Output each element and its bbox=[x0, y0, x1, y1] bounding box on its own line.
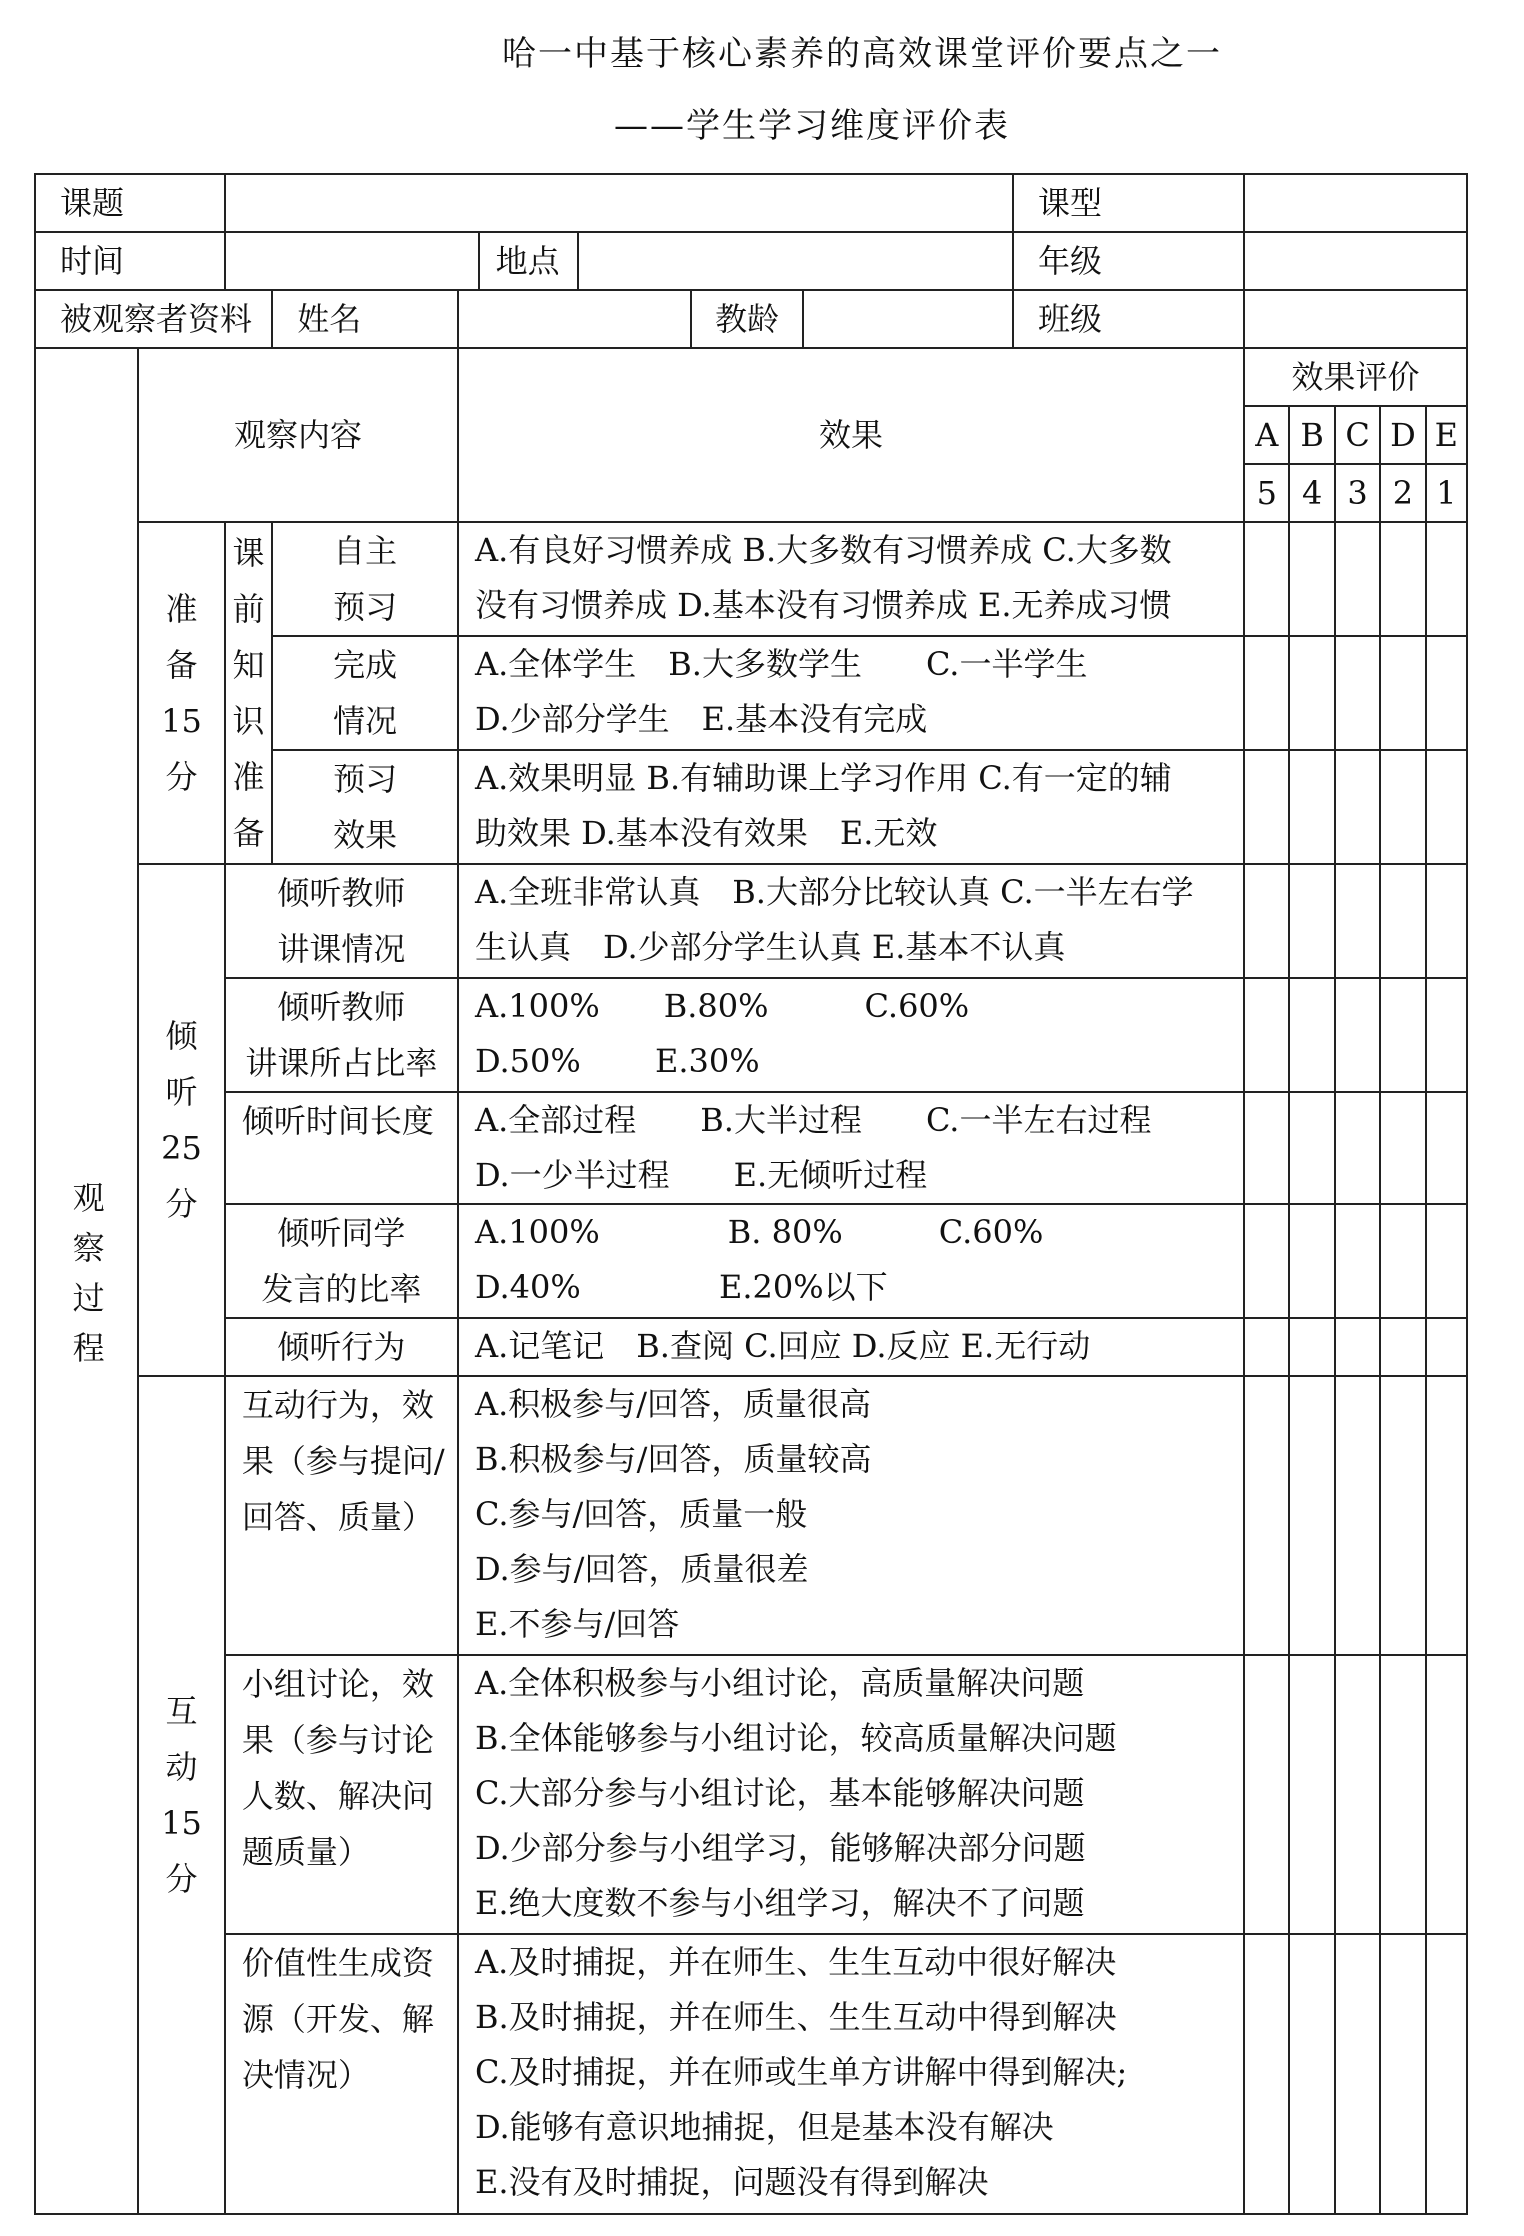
teaching-age-cell bbox=[691, 290, 1013, 348]
rating-cell[interactable] bbox=[1426, 636, 1467, 750]
rating-cell[interactable] bbox=[1380, 1318, 1425, 1376]
prep-item-result: 预习 效果 bbox=[272, 750, 458, 864]
time-label: 时间 bbox=[35, 232, 225, 290]
process-label: 观察过程 bbox=[67, 1181, 106, 1381]
rating-cell[interactable] bbox=[1244, 522, 1289, 636]
grade-b: B bbox=[1289, 406, 1334, 464]
lesson-type-label: 课型 bbox=[1013, 174, 1244, 232]
rating-cell[interactable] bbox=[1244, 864, 1289, 978]
place-field[interactable] bbox=[578, 232, 1013, 290]
prep-effect-completion: A.全体学生 B.大多数学生 C.一半学生 D.少部分学生 E.基本没有完成 bbox=[458, 636, 1244, 750]
page-subtitle: ——学生学习维度评价表 bbox=[614, 106, 1010, 146]
lesson-type-field[interactable] bbox=[1244, 174, 1467, 232]
rating-cell[interactable] bbox=[1335, 978, 1380, 1092]
topic-label: 课题 bbox=[35, 174, 225, 232]
score-d: 2 bbox=[1380, 464, 1425, 522]
grade-a: A bbox=[1244, 406, 1289, 464]
listen-row-5 bbox=[35, 1318, 1467, 1376]
grade-field[interactable] bbox=[1244, 232, 1467, 290]
teaching-age-field[interactable] bbox=[802, 291, 1012, 347]
rating-cell[interactable] bbox=[1289, 1092, 1334, 1204]
listen-effect-duration: A.全部过程 B.大半过程 C.一半左右过程 D.一少半过程 E.无倾听过程 bbox=[458, 1092, 1244, 1204]
class-field[interactable] bbox=[1244, 290, 1467, 348]
rating-cell[interactable] bbox=[1289, 1655, 1334, 1934]
listen-effect-teacher: A.全班非常认真 B.大部分比较认真 C.一半左右学 生认真 D.少部分学生认真 E.基本不认真 bbox=[458, 864, 1244, 978]
rating-cell[interactable] bbox=[1426, 1655, 1467, 1934]
score-a: 5 bbox=[1244, 464, 1289, 522]
interact-item-resources: 价值性生成资 源（开发、解 决情况） bbox=[225, 1934, 458, 2214]
rating-cell[interactable] bbox=[1426, 522, 1467, 636]
listen-row-1 bbox=[35, 864, 1467, 978]
rating-header: 效果评价 bbox=[1244, 348, 1467, 406]
listen-row-3 bbox=[35, 1092, 1467, 1204]
rating-cell[interactable] bbox=[1335, 1204, 1380, 1318]
prep-effect-result: A.效果明显 B.有辅助课上学习作用 C.有一定的辅 助效果 D.基本没有效果 E.无效 bbox=[458, 750, 1244, 864]
teaching-age-label: 教龄 bbox=[715, 300, 780, 338]
rating-cell[interactable] bbox=[1244, 1318, 1289, 1376]
prep-item-self-study: 自主 预习 bbox=[272, 522, 458, 636]
place-label: 地点 bbox=[479, 232, 578, 290]
rating-cell[interactable] bbox=[1289, 1376, 1334, 1655]
rating-cell[interactable] bbox=[1380, 1092, 1425, 1204]
header-row-time bbox=[35, 232, 1467, 290]
listen-item-behavior: 倾听行为 bbox=[225, 1318, 458, 1376]
interact-row-2 bbox=[35, 1655, 1467, 1934]
score-c: 3 bbox=[1335, 464, 1380, 522]
prep-row-1 bbox=[35, 522, 1467, 636]
rating-cell[interactable] bbox=[1289, 750, 1334, 864]
rating-cell[interactable] bbox=[1380, 750, 1425, 864]
rating-cell[interactable] bbox=[1426, 1318, 1467, 1376]
rating-cell[interactable] bbox=[1335, 750, 1380, 864]
rating-cell[interactable] bbox=[1426, 750, 1467, 864]
rating-cell[interactable] bbox=[1289, 636, 1334, 750]
header-row-observed bbox=[35, 290, 1467, 348]
interact-effect-group: A.全体积极参与小组讨论，高质量解决问题 B.全体能够参与小组讨论，较高质量解决问题 C.大部分参与小组讨论，基本能够解决问题 D.少部分参与小组学习，能够解决部分问题 E.绝大度数不参与小组学习，解决不了问题 bbox=[458, 1655, 1244, 1934]
rating-cell[interactable] bbox=[1244, 636, 1289, 750]
listen-effect-peers: A.100% B. 80% C.60% D.40% E.20%以下 bbox=[458, 1204, 1244, 1318]
rating-cell[interactable] bbox=[1426, 1934, 1467, 2214]
rating-cell[interactable] bbox=[1380, 1655, 1425, 1934]
rating-cell[interactable] bbox=[1289, 1204, 1334, 1318]
score-e: 1 bbox=[1426, 464, 1467, 522]
rating-cell[interactable] bbox=[1380, 1204, 1425, 1318]
rating-cell[interactable] bbox=[1289, 978, 1334, 1092]
rating-cell[interactable] bbox=[1244, 1376, 1289, 1655]
rating-cell[interactable] bbox=[1289, 864, 1334, 978]
rating-cell[interactable] bbox=[1426, 1092, 1467, 1204]
interact-row-1 bbox=[35, 1376, 1467, 1655]
grade-e: E bbox=[1426, 406, 1467, 464]
rating-cell[interactable] bbox=[1335, 636, 1380, 750]
prep-item-completion: 完成 情况 bbox=[272, 636, 458, 750]
effect-header: 效果 bbox=[458, 348, 1244, 522]
rating-cell[interactable] bbox=[1244, 750, 1289, 864]
rating-cell[interactable] bbox=[1244, 1204, 1289, 1318]
listen-item-peers: 倾听同学 发言的比率 bbox=[225, 1204, 458, 1318]
content-header: 观察内容 bbox=[138, 348, 458, 522]
rating-cell[interactable] bbox=[1335, 1318, 1380, 1376]
interact-item-group: 小组讨论，效 果（参与讨论 人数、解决问 题质量） bbox=[225, 1655, 458, 1934]
rating-cell[interactable] bbox=[1244, 978, 1289, 1092]
grade-label: 年级 bbox=[1013, 232, 1244, 290]
rating-cell[interactable] bbox=[1426, 864, 1467, 978]
rating-cell[interactable] bbox=[1380, 636, 1425, 750]
rating-cell[interactable] bbox=[1335, 1934, 1380, 2214]
rating-cell[interactable] bbox=[1335, 1092, 1380, 1204]
interact-effect-behavior: A.积极参与/回答，质量很高 B.积极参与/回答，质量较高 C.参与/回答，质量一般 D.参与/回答，质量很差 E.不参与/回答 bbox=[458, 1376, 1244, 1655]
rating-cell[interactable] bbox=[1426, 1204, 1467, 1318]
process-label-cell bbox=[35, 348, 138, 2214]
header-row-topic bbox=[35, 174, 1467, 232]
rating-cell[interactable] bbox=[1244, 1092, 1289, 1204]
rating-cell[interactable] bbox=[1335, 1655, 1380, 1934]
listen-item-teacher: 倾听教师 讲课情况 bbox=[225, 864, 458, 978]
rating-cell[interactable] bbox=[1244, 1934, 1289, 2214]
rating-cell[interactable] bbox=[1289, 1318, 1334, 1376]
listen-row-4 bbox=[35, 1204, 1467, 1318]
listen-section-label: 倾 听 25 分 bbox=[138, 864, 225, 1376]
rating-cell[interactable] bbox=[1380, 1934, 1425, 2214]
rating-cell[interactable] bbox=[1380, 522, 1425, 636]
observed-info-label: 被观察者资料 bbox=[35, 290, 272, 348]
listen-effect-ratio: A.100% B.80% C.60% D.50% E.30% bbox=[458, 978, 1244, 1092]
name-field[interactable] bbox=[458, 290, 691, 348]
listen-item-duration: 倾听时间长度 bbox=[225, 1092, 458, 1204]
page-title: 哈一中基于核心素养的高效课堂评价要点之一 bbox=[502, 34, 1222, 74]
rating-cell[interactable] bbox=[1380, 978, 1425, 1092]
topic-field[interactable] bbox=[225, 174, 1013, 232]
interact-effect-resources: A.及时捕捉，并在师生、生生互动中很好解决 B.及时捕捉，并在师生、生生互动中得到解决 C.及时捕捉，并在师或生单方讲解中得到解决; D.能够有意识地捕捉，但是基本没有解决 E.没有及时捕捉，问题没有得到解决 bbox=[458, 1934, 1244, 2214]
rating-cell[interactable] bbox=[1335, 522, 1380, 636]
evaluation-table bbox=[34, 173, 1468, 2215]
grade-c: C bbox=[1335, 406, 1380, 464]
class-label: 班级 bbox=[1013, 290, 1244, 348]
rating-cell[interactable] bbox=[1380, 1376, 1425, 1655]
prep-effect-self-study: A.有良好习惯养成 B.大多数有习惯养成 C.大多数 没有习惯养成 D.基本没有习惯养成 E.无养成习惯 bbox=[458, 522, 1244, 636]
rating-cell[interactable] bbox=[1335, 864, 1380, 978]
rating-cell[interactable] bbox=[1426, 978, 1467, 1092]
name-label: 姓名 bbox=[272, 290, 458, 348]
interact-item-behavior: 互动行为，效 果（参与提问/ 回答、质量） bbox=[225, 1376, 458, 1655]
interact-section-label: 互 动 15 分 bbox=[138, 1376, 225, 2214]
rating-cell[interactable] bbox=[1289, 1934, 1334, 2214]
interact-row-3 bbox=[35, 1934, 1467, 2214]
time-field[interactable] bbox=[225, 232, 479, 290]
prep-sub-label: 课 前 知 识 准 备 bbox=[225, 522, 272, 864]
rating-cell[interactable] bbox=[1244, 1655, 1289, 1934]
column-header-row-1 bbox=[35, 348, 1467, 406]
grade-d: D bbox=[1380, 406, 1425, 464]
listen-item-ratio: 倾听教师 讲课所占比率 bbox=[225, 978, 458, 1092]
score-b: 4 bbox=[1289, 464, 1334, 522]
listen-row-2 bbox=[35, 978, 1467, 1092]
rating-cell[interactable] bbox=[1426, 1376, 1467, 1655]
rating-cell[interactable] bbox=[1335, 1376, 1380, 1655]
rating-cell[interactable] bbox=[1289, 522, 1334, 636]
prep-section-label: 准 备 15 分 bbox=[138, 522, 225, 864]
rating-cell[interactable] bbox=[1380, 864, 1425, 978]
listen-effect-behavior: A.记笔记 B.查阅 C.回应 D.反应 E.无行动 bbox=[458, 1318, 1244, 1376]
